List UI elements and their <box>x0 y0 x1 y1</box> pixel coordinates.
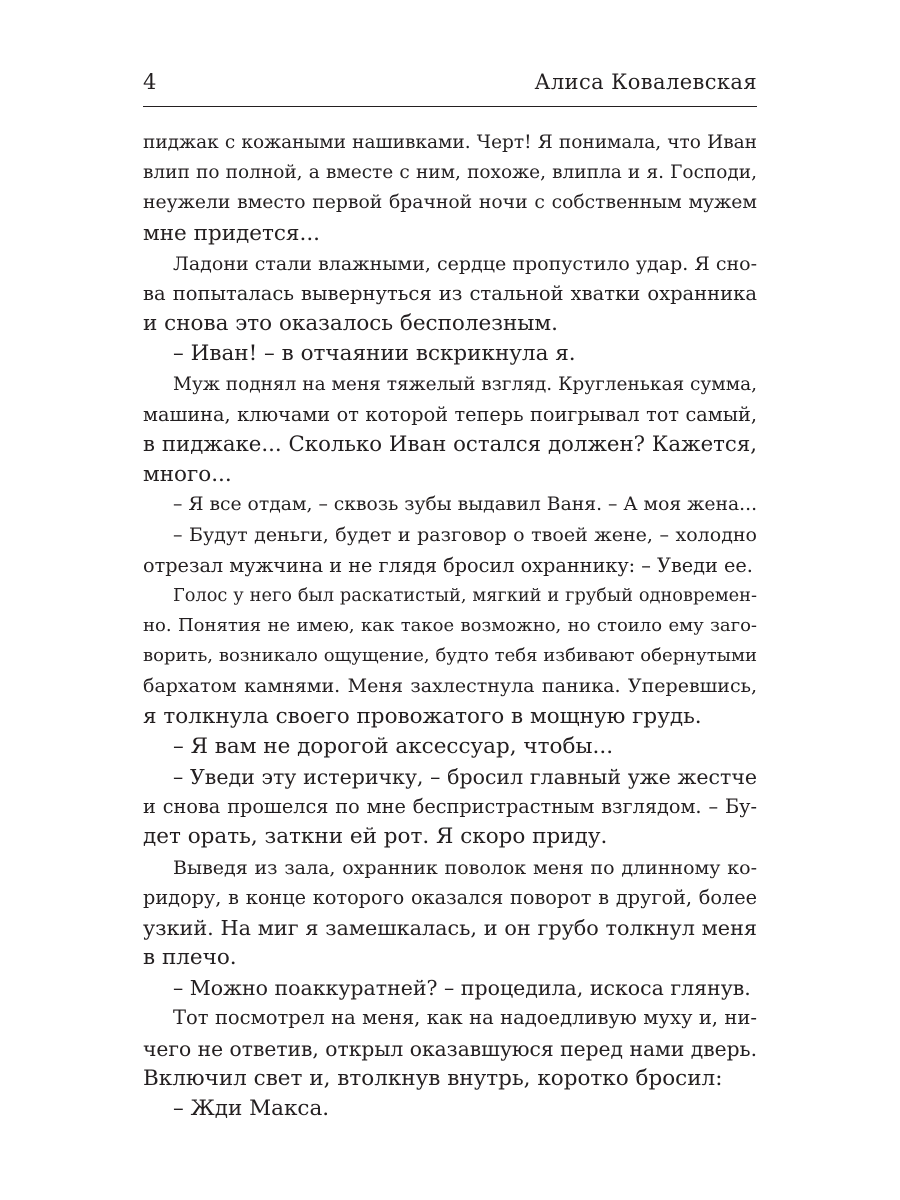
text-line: Голос у него был раскатистый, мягкий и грубый одновремен- <box>173 585 757 606</box>
running-head-author: Алиса Ковалевская <box>534 70 757 94</box>
text-line: ва попыталась вывернуться из стальной хватки охранника <box>143 281 757 305</box>
text-line: мне придется... <box>143 220 320 246</box>
text-line: дет орать, заткни ей рот. Я скоро приду. <box>143 824 608 850</box>
header-rule <box>143 106 757 107</box>
text-line: – Я вам не дорогой аксессуар, чтобы... <box>173 733 614 759</box>
text-line: неужели вместо первой брачной ночи с собственным мужем <box>143 192 757 214</box>
text-line: ворить, возникало ощущение, будто тебя избивают обернутыми <box>143 645 757 667</box>
text-line: – Уведи эту истеричку, – бросил главный уже жестче <box>173 764 757 789</box>
text-line: пиджак с кожаными нашивками. Черт! Я понимала, что Иван <box>143 132 757 153</box>
text-line: в пиджаке... Сколько Иван остался должен? Кажется, <box>143 431 757 457</box>
text-line: – Будут деньги, будет и разговор о твоей жене, – холодно <box>173 524 757 547</box>
body-text <box>143 128 757 1124</box>
text-line: Муж поднял на меня тяжелый взгляд. Кругленькая сумма, <box>173 373 757 395</box>
text-line: машина, ключами от которой теперь поигрывал тот самый, <box>143 402 757 426</box>
text-line: и снова прошелся по мне беспристрастным взглядом. – Бу- <box>143 795 757 819</box>
text-line: чего не ответив, открыл оказавшуюся перед нами дверь. <box>143 1036 757 1061</box>
text-line: но. Понятия не имею, как такое возможно, но стоило ему заго- <box>143 615 757 636</box>
text-line: Тот посмотрел на меня, как на надоедливую муху и, ни- <box>173 1006 757 1030</box>
text-line: Включил свет и, втолкнув внутрь, коротко бросил: <box>143 1065 723 1091</box>
text-line: – Я все отдам, – сквозь зубы выдавил Ваня. – А моя жена... <box>173 494 758 516</box>
page-number: 4 <box>143 70 157 94</box>
text-line: ридору, в конце которого оказался поворот в другой, более <box>143 885 757 909</box>
text-line: Ладони стали влажными, сердце пропустило удар. Я сно- <box>173 252 757 275</box>
text-line: в плечо. <box>143 945 237 971</box>
page-header <box>143 68 757 102</box>
text-line: и снова это оказалось бесполезным. <box>143 311 558 337</box>
text-line: много... <box>143 462 232 488</box>
text-line: бархатом камнями. Меня захлестнула паника. Уперевшись, <box>143 675 757 698</box>
text-line: – Иван! – в отчаянии вскрикнула я. <box>173 341 576 367</box>
text-line: – Можно поаккуратней? – процедила, искоса глянув. <box>173 976 751 1001</box>
text-line: Выведя из зала, охранник поволок меня по длинному ко- <box>173 856 757 879</box>
text-line: я толкнула своего провожатого в мощную грудь. <box>143 703 702 729</box>
text-line: узкий. На миг я замешкалась, и он грубо толкнул меня <box>143 915 757 940</box>
text-line: отрезал мужчина и не глядя бросил охраннику: – Уведи ее. <box>143 553 753 577</box>
text-line: влип по полной, а вместе с ним, похоже, влипла и я. Господи, <box>143 162 757 184</box>
text-line: – Жди Макса. <box>173 1096 330 1121</box>
